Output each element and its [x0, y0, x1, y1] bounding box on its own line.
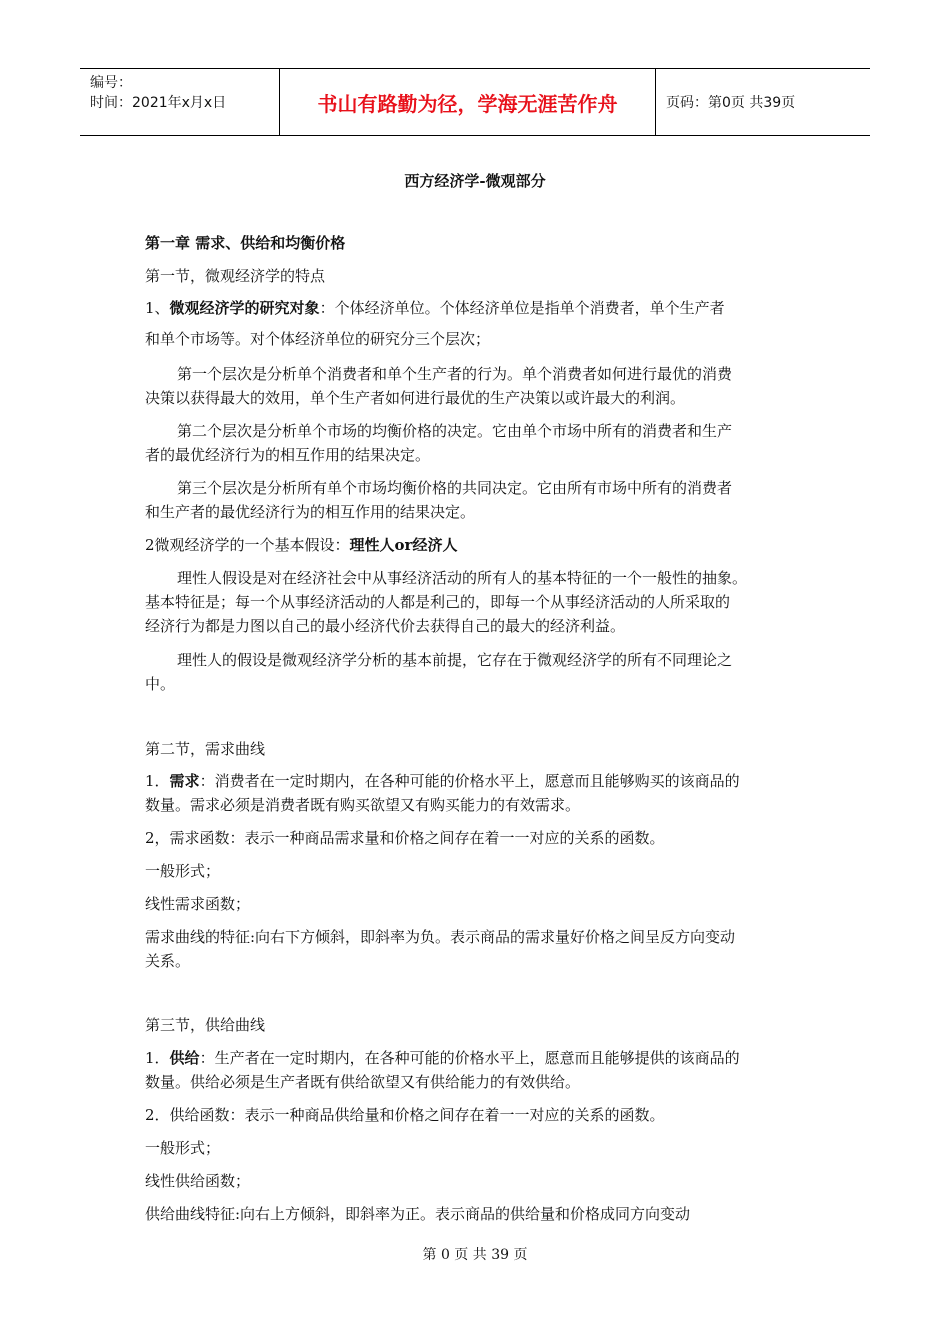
text: ：个体经济单位。个体经济单位是指单个消费者，单个生产者 [319, 299, 725, 317]
paragraph-line: 决策以获得最大的效用，单个生产者如何进行最优的生产决策以或许最大的利润。 [145, 389, 686, 407]
chapter-heading: 第一章 需求、供给和均衡价格 [145, 234, 346, 252]
paragraph-line: 线性需求函数； [145, 895, 251, 913]
header-motto: 书山有路勤为径，学海无涯苦作舟 [280, 69, 656, 135]
text: ：生产者在一定时期内，在各种可能的价格水平上，愿意而且能够提供的该商品的 [199, 1049, 740, 1067]
bold-term: 供给 [169, 1049, 200, 1067]
paragraph [145, 297, 725, 319]
section-heading: 第三节，供给曲线 [145, 1016, 266, 1034]
section-heading: 第一节，微观经济学的特点 [145, 267, 326, 285]
paragraph-line: 线性供给函数； [145, 1172, 251, 1190]
document-title: 西方经济学-微观部分 [404, 172, 546, 190]
paragraph-line: 第三个层次是分析所有单个市场均衡价格的共同决定。它由所有市场中所有的消费者 [177, 479, 733, 497]
paragraph-line: 者的最优经济行为的相互作用的结果决定。 [145, 446, 431, 464]
bold-term: 理性人or经济人 [349, 536, 458, 554]
date-label: 时间：2021年x月x日 [90, 95, 227, 111]
page-footer: 第 0 页 共 39 页 [422, 1247, 528, 1263]
paragraph-line: 数量。需求必须是消费者既有购买欲望又有购买能力的有效需求。 [145, 796, 581, 814]
paragraph-line: 一般形式； [145, 1139, 221, 1157]
text: 1、 [145, 299, 170, 317]
text: 2微观经济学的一个基本假设： [145, 536, 350, 554]
text: ：消费者在一定时期内，在各种可能的价格水平上，愿意而且能够购买的该商品的 [199, 772, 740, 790]
paragraph-line: 经济行为都是力图以自己的最小经济代价去获得自己的最大的经济利益。 [145, 617, 626, 635]
paragraph-line: 2．供给函数：表示一种商品供给量和价格之间存在着一一对应的关系的函数。 [145, 1106, 665, 1124]
paragraph-line: 中。 [145, 675, 176, 693]
paragraph-line: 供给曲线特征:向右上方倾斜，即斜率为正。表示商品的供给量和价格成同方向变动 [145, 1205, 691, 1223]
paragraph-line: 第一个层次是分析单个消费者和单个生产者的行为。单个消费者如何进行最优的消费 [177, 365, 733, 383]
paragraph-line: 理性人假设是对在经济社会中从事经济活动的所有人的基本特征的一个一般性的抽象。 [177, 569, 748, 587]
text: 1． [145, 1049, 170, 1067]
header-page-info: 页码：第0页 共39页 [666, 95, 796, 111]
text: 1． [145, 772, 170, 790]
paragraph-line: 和单个市场等。对个体经济单位的研究分三个层次； [145, 330, 491, 348]
paragraph-line: 和生产者的最优经济行为的相互作用的结果决定。 [145, 503, 476, 521]
bold-term: 需求 [169, 772, 200, 790]
bold-term: 微观经济学的研究对象 [169, 299, 320, 317]
paragraph-line: 理性人的假设是微观经济学分析的基本前提，它存在于微观经济学的所有不同理论之 [177, 651, 733, 669]
paragraph [145, 1047, 740, 1069]
paragraph-line: 关系。 [145, 952, 191, 970]
paragraph [145, 770, 740, 792]
paragraph-line: 一般形式； [145, 862, 221, 880]
paragraph-line: 第二个层次是分析单个市场的均衡价格的决定。它由单个市场中所有的消费者和生产 [177, 422, 733, 440]
paragraph-line: 数量。供给必须是生产者既有供给欲望又有供给能力的有效供给。 [145, 1073, 581, 1091]
number-label: 编号： [90, 75, 132, 91]
section-heading: 第二节，需求曲线 [145, 740, 266, 758]
paragraph [145, 534, 457, 556]
header-table [80, 68, 870, 136]
paragraph-line: 2，需求函数：表示一种商品需求量和价格之间存在着一一对应的关系的函数。 [145, 829, 665, 847]
header-meta [80, 69, 280, 135]
paragraph-line: 基本特征是；每一个从事经济活动的人都是利己的，即每一个从事经济活动的人所采取的 [145, 593, 731, 611]
paragraph-line: 需求曲线的特征:向右下方倾斜，即斜率为负。表示商品的需求量好价格之间呈反方向变动 [145, 928, 736, 946]
